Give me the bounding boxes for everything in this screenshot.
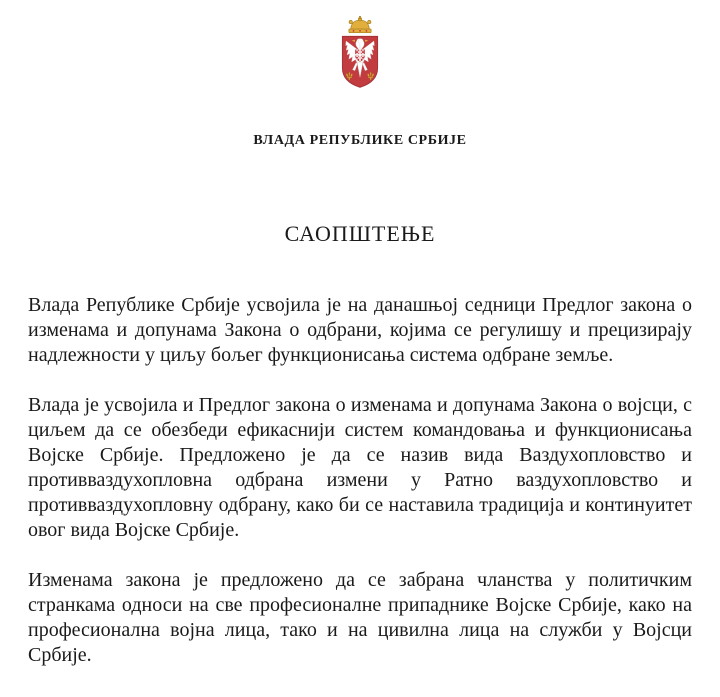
press-release-paragraph: Влада је усвојила и Предлог закона о изменама и допунама Закона о војсци, с циљем да се обезбеди ефикаснији систем командовања и функционисања Војске Србије. Предложено је да се назив вида Ваздухопловство и противваздухопловна одбрана измени у Ратно ваздухопловство и противваздухопловну одбрану, како би се наставила традиција и континуитет овог вида Војске Србије. — [28, 394, 692, 541]
press-release-paragraph: Влада Републике Србије усвојила је на данашњој седници Предлог закона о изменама и допунама Закона о одбрани, којима се регулишу и прецизирају надлежности у циљу бољег функционисања система одбране земље. — [28, 294, 692, 366]
press-release-paragraph: Изменама закона је предложено да се забрана чланства у политичким странкама односи на све професионалне припаднике Војске Србије, како на професионална војна лица, тако и на цивилна лица на служби у Војсци Србије. — [28, 569, 692, 666]
press-release-body — [28, 293, 692, 668]
emblem — [28, 16, 692, 104]
cross-and-firesteels — [355, 49, 365, 62]
document-title: САОПШТЕЊЕ — [284, 221, 436, 246]
org-name: ВЛАДА РЕПУБЛИКЕ СРБИЈЕ — [253, 133, 467, 148]
coat-of-arms-icon — [331, 16, 389, 104]
